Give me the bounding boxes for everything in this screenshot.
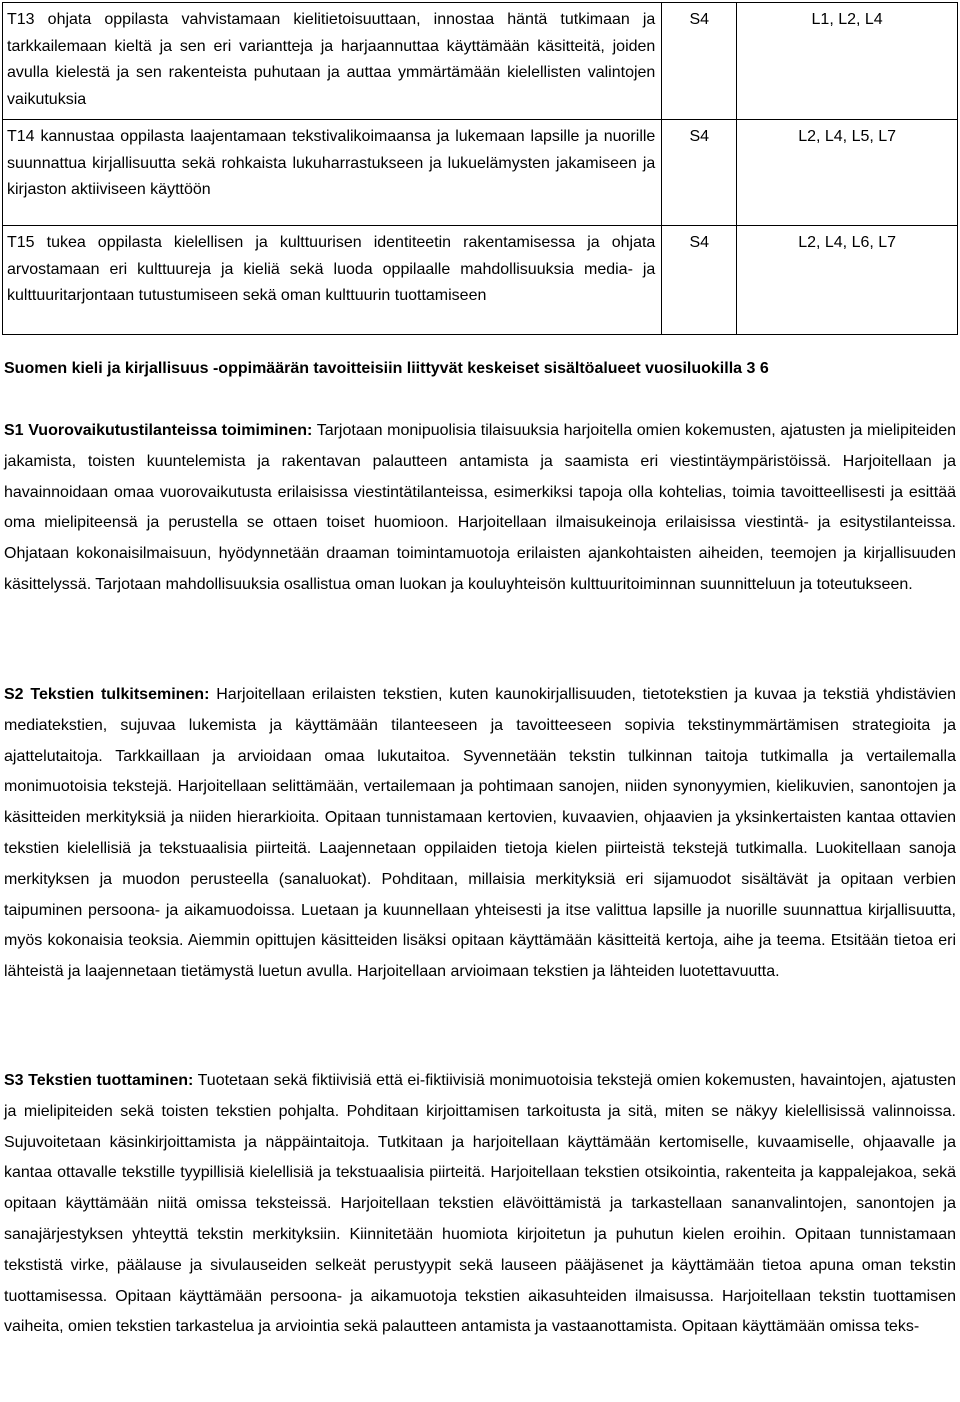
goal-text: T14 kannustaa oppilasta laajentamaan tekstivalikoimaansa ja lukemaan lapsille ja nuorille suunnattua kirjallisuutta sekä rohkaista lukuharrastukseen ja lukuelämysten jakamiseen ja kirjaston aktiiviseen käyttöön (7, 128, 656, 198)
section-heading: Suomen kieli ja kirjallisuus -oppimäärän tavoitteisiin liittyvät keskeiset sisältöalueet vuosiluokilla 3 6 (4, 360, 769, 377)
paragraph-text: Tarjotaan monipuolisia tilaisuuksia harjoitella omien kokemusten, ajatusten ja mielipiteiden jakamista, toisten kuuntelemista ja rakentavan palautteen antamista ja saamista eri viestintäympäristöissä. Harjoitellaan ja havainnoidaan omaa vuorovaikutusta erilaisissa viestintätilanteissa, esimerkiksi tapoja olla kohtelias, toimia tavoitteellisesti ja esittää oma mielipiteensä ja perustella se ottaen toiset huomioon. Harjoitellaan ilmaisukeinoja erilaisissa viestintä- ja esitystilanteissa. Ohjataan kokonaisilmaisuun, hyödynnetään draaman toimintamuotoja erilaisten ajankohtaisten aiheiden, teemojen ja kirjallisuuden käsittelyssä. Tarjotaan mahdollisuuksia osallistua oman luokan ja kouluyhteisön kulttuuritoiminnan suunnitteluun ja toteutukseen. (4, 422, 956, 593)
competences-value: L1, L2, L4 (811, 11, 883, 28)
competences-value: L2, L4, L6, L7 (798, 234, 897, 251)
goal-cell (3, 120, 662, 226)
goal-text: T13 ohjata oppilasta vahvistamaan kielitietoisuuttaan, innostaa häntä tutkimaan ja tarkkailemaan kieltä ja sen eri variantteja ja harjaannuttaa käyttämään käsitteitä, joiden avulla kielestä ja sen rakenteista puhutaan ja auttaa ymmärtämään kielellisten valintojen vaikutuksia (7, 11, 656, 108)
goal-row-t15 (3, 226, 958, 335)
goal-text: T15 tukea oppilasta kielellisen ja kulttuurisen identiteetin rakentamisessa ja ohjata arvostamaan eri kulttuureja ja kieliä sekä luoda oppilaalle mahdollisuuksia media- ja kulttuuritarjontaan tutustumiseen sekä oman kulttuurin tuottamiseen (7, 234, 656, 304)
goal-cell (3, 226, 662, 335)
content-area-cell (662, 226, 737, 335)
content-paragraph-s2 (4, 680, 956, 988)
content-paragraph-s1 (4, 416, 956, 601)
paragraph-title: S2 Tekstien tulkitseminen: (4, 686, 210, 703)
paragraph-text: Harjoitellaan erilaisten tekstien, kuten kaunokirjallisuuden, tietotekstien ja kuvaa ja tekstiä yhdistävien mediatekstien, sujuvaa lukemista ja käyttämään tilanteeseen ja tavoitteeseen sopivia tekstinymmärtämisen strategioita ja ajattelutaitoja. Tarkkaillaan ja arvioidaan omaa lukutaitoa. Syvennetään tekstin tulkinnan taitoja tutkimalla ja vertailemalla monimuotoisia tekstejä. Harjoitellaan selittämään, vertailemaan ja pohtimaan sanojen, niiden synonyymien, kielikuvien, sanontojen ja käsitteiden merkityksiä ja niiden hierarkioita. Opitaan tunnistamaan kertovien, kuvaavien, ohjaavien ja yksinkertaisten kantaa ottavien tekstien kielellisiä ja tekstuaalisia piirteitä. Laajennetaan oppilaiden tietoja kielen piirteistä tekstejä tutkimalla. Luokitellaan sanoja merkityksen ja muodon perusteella (sanaluokat). Pohditaan, millaisia merkityksiä eri sijamuodot sisältävät ja opitaan verbien taipuminen persoona- ja aikamuodoissa. Luetaan ja kuunnellaan yhteisesti ja itse valittua lapsille ja nuorille suunnattua kirjallisuutta, myös kokonaisia teoksia. Aiemmin opittujen käsitteiden lisäksi opitaan käyttämään käsitteitä kertoja, aihe ja teema. Etsitään tietoa eri lähteistä ja laajennetaan tietämystä luetun avulla. Harjoitellaan arvioimaan tekstien ja lähteiden luotettavuutta. (4, 686, 956, 981)
content-area-value: S4 (689, 128, 710, 145)
goal-row-t14 (3, 120, 958, 226)
content-paragraph-s3 (4, 1066, 956, 1343)
competences-cell (737, 226, 958, 335)
content-area-value: S4 (689, 11, 710, 28)
competences-cell (737, 120, 958, 226)
competences-value: L2, L4, L5, L7 (798, 128, 897, 145)
content-area-cell (662, 3, 737, 120)
goal-row-t13 (3, 3, 958, 120)
paragraph-text: Tuotetaan sekä fiktiivisiä että ei-fiktiivisiä monimuotoisia tekstejä omien kokemusten, havaintojen, ajatusten ja mielipiteiden sekä toisten tekstien pohjalta. Pohditaan kirjoittamisen tarkoitusta ja sitä, miten se näkyy kielellisissä valinnoissa. Sujuvoitetaan käsinkirjoittamista ja näppäintaitoja. Tutkitaan ja harjoitellaan käyttämään kertomiselle, kuvaamiselle, ohjaavalle ja kantaa ottavalle tekstille tyypillisiä kielellisiä ja tekstuaalisia piirteitä. Harjoitellaan tekstien otsikointia, rakenteita ja kappalejakoa, sekä opitaan käyttämään niitä omissa teksteissä. Harjoitellaan tekstien elävöittämistä ja tarkastellaan sananvalintojen, sanontojen ja sanajärjestyksen yhteyttä tekstin merkityksiin. Kiinnitetään huomiota kirjoitetun ja puhutun kielen eroihin. Opitaan tunnistamaan tekstistä virke, päälause ja sivulauseiden selkeät perustyypit sekä lauseen pääjäsenet ja käyttämään tietoa apuna oman tekstin tuottamisessa. Opitaan käyttämään persoona- ja aikamuotoja tekstien aikasuhteiden ilmaisussa. Harjoitellaan tekstin tuottamisen vaiheita, omien tekstien tarkastelua ja arviointia sekä palautteen antamista ja vastaanottamista. Opitaan käyttämään omissa teks- (4, 1072, 957, 1336)
goals-table (2, 2, 958, 335)
paragraph-title: S1 Vuorovaikutustilanteissa toimiminen: (4, 422, 313, 439)
content-area-cell (662, 120, 737, 226)
paragraph-title: S3 Tekstien tuottaminen: (4, 1072, 194, 1089)
goal-cell (3, 3, 662, 120)
content-area-value: S4 (689, 234, 710, 251)
competences-cell (737, 3, 958, 120)
